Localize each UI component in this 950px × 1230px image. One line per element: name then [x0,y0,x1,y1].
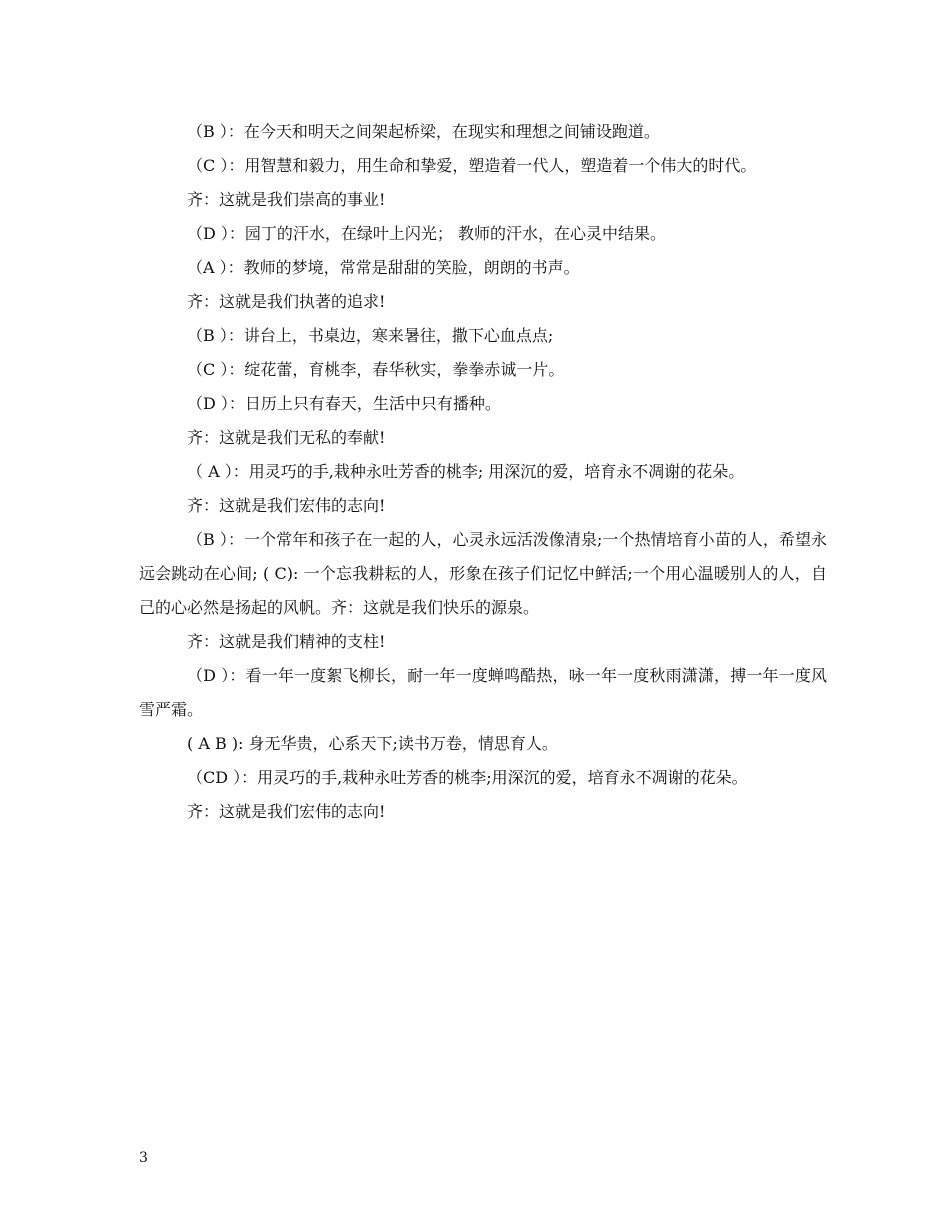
paragraph: （D ）：园丁的汗水，在绿叶上闪光； 教师的汗水，在心灵中结果。 [187,224,667,243]
paragraph: 齐：这就是我们宏伟的志向! [187,802,386,821]
document-body [139,115,827,829]
paragraph: 齐：这就是我们宏伟的志向! [187,496,386,515]
paragraph: （B ）：一个常年和孩子在一起的人，心灵永远活泼像清泉;一个热情培育小苗的人，希望永远会跳动在心间; ( C): 一个忘我耕耘的人，形象在孩子们记忆中鲜活;一个用心温暖别人的人，自己的心必然是扬起的风帆。齐：这就是我们快乐的源泉。 [139,530,827,617]
paragraph: ( A B ): 身无华贵，心系天下;读书万卷，情思育人。 [187,734,558,753]
paragraph: （C ）：绽花蕾，育桃李，春华秋实，拳拳赤诚一片。 [187,360,565,379]
paragraph: （B ）：在今天和明天之间架起桥梁，在现实和理想之间铺设跑道。 [187,122,660,141]
page-number: 3 [139,1150,148,1166]
paragraph: （A ）：教师的梦境，常常是甜甜的笑脸，朗朗的书声。 [187,258,580,277]
paragraph: （CD ）：用灵巧的手,栽种永吐芳香的桃李;用深沉的爱，培育永不凋谢的花朵。 [187,768,748,787]
paragraph: 齐：这就是我们执著的追求! [187,292,386,311]
paragraph: （C ）：用智慧和毅力，用生命和挚爱，塑造着一代人，塑造着一个伟大的时代。 [187,156,757,175]
paragraph: 齐：这就是我们崇高的事业! [187,190,386,209]
paragraph: 齐：这就是我们精神的支柱! [187,632,386,651]
paragraph: （B ）：讲台上，书桌边，寒来暑往，撒下心血点点; [187,326,554,345]
paragraph: 齐：这就是我们无私的奉献! [187,428,386,447]
paragraph: （D ）：看一年一度絮飞柳长，耐一年一度蝉鸣酷热，咏一年一度秋雨潇潇，搏一年一度风雪严霜。 [139,666,827,719]
paragraph: （D ）：日历上只有春天，生活中只有播种。 [187,394,501,413]
paragraph: （ A ）：用灵巧的手,栽种永吐芳香的桃李; 用深沉的爱，培育永不凋谢的花朵。 [187,462,745,481]
